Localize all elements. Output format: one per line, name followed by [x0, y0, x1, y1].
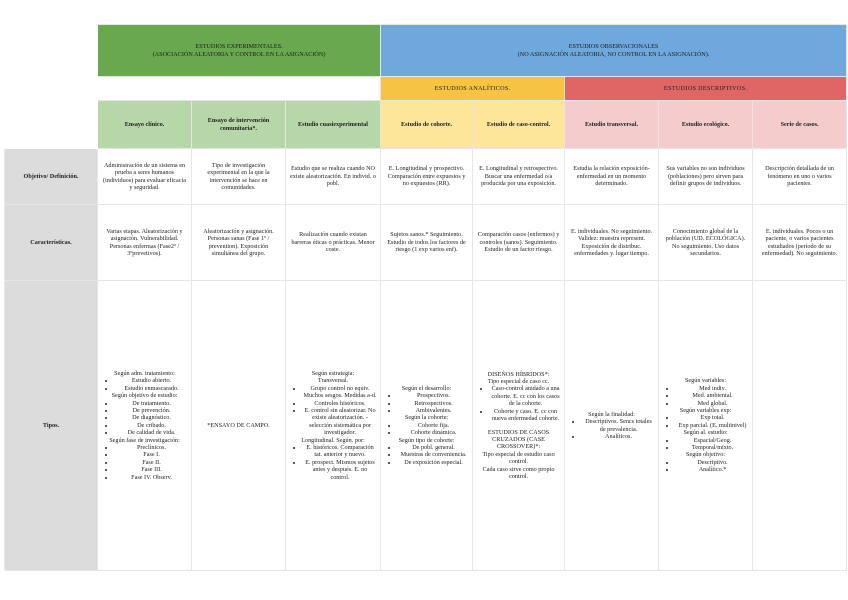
- list-item: • Estudio abierto.: [115, 377, 188, 384]
- header-observacional-subtitle: (NO ASIGNACIÓN ALEATORIA, NO CONTROL EN LA ASIGNACIÓN).: [517, 50, 710, 58]
- group-subtitle: Tipo especial de estudio caso control.: [482, 450, 555, 466]
- list-item: • De exposición especial.: [398, 459, 469, 466]
- group-title: Según la finalidad:: [588, 410, 635, 418]
- col-ensayo-clinico: Ensayo clínico.: [98, 101, 192, 149]
- list: [662, 459, 749, 474]
- group-title: Según objetivo de estudio:: [111, 392, 178, 400]
- caracteristicas-cell: Realización cuando existan barreras éticas o prácticas. Menor coste.: [286, 205, 381, 281]
- list-item: • Muestras de conveniencia.: [398, 451, 469, 458]
- corner-cell-2: [5, 77, 98, 101]
- list-item: • Fase II.: [115, 459, 188, 466]
- list-item: • Ambivalentes.: [398, 407, 469, 414]
- list-item: • Grupo control no equiv. Muchos sesgos. Medidas a-d.: [303, 385, 377, 400]
- list-item: • Caso-control anidado a una cohorte. E. cc con los casos de la cohorte.: [490, 385, 561, 407]
- group-subtitle: Cada caso sirve como propio control.: [482, 465, 555, 480]
- header-experimental: [98, 25, 381, 77]
- header-analiticos: ESTUDIOS ANALÍTICOS.: [381, 77, 565, 101]
- list: [384, 444, 469, 466]
- list-item: • De pobl. general.: [398, 444, 469, 451]
- list-item: • Cohorte fija.: [398, 422, 469, 429]
- group-title: Según el desarrollo:: [401, 384, 452, 392]
- col-caso-control: Estudio de caso-control.: [473, 101, 565, 149]
- list: [101, 444, 188, 481]
- list-item: • Controles históricos.: [303, 400, 377, 407]
- col-transversal: Estudio transversal.: [565, 101, 659, 149]
- caracteristicas-cell: Sujetos sanos.* Seguimiento. Estudio de todos los factores de riesgo (1 exp varios enf).: [381, 205, 473, 281]
- list-item: • De calidad de vida.: [115, 429, 188, 436]
- list-item: • Med. ambiental.: [676, 392, 749, 399]
- objetivo-cell: Estudia la relación exposición-enfermedad en un momento determinado.: [565, 149, 659, 205]
- group-subtitle: Longitudinal. Según. por:: [301, 436, 365, 444]
- list-item: • E. históricos. Comparación tat. anterior y nuevo.: [303, 444, 377, 459]
- tipos-ensayo-clinico: [98, 281, 192, 571]
- group-title: Según estrategia:: [311, 369, 355, 377]
- group-title: ESTUDIOS DE CASOS CRUZADOS (CASE CROSSOVER)*:: [487, 428, 550, 451]
- group-title: Según fase de investigación:: [109, 436, 180, 444]
- tipos-ecologico: [659, 281, 753, 571]
- list-item: • E. control sin aleatorizar. No existe aleatorización. -selección sistemática por investigador.: [303, 407, 377, 437]
- list: [384, 392, 469, 414]
- header-experimental-subtitle: (ASOCIACIÓN ALEATORIA Y CONTROL EN LA ASIGNACIÓN): [152, 50, 326, 58]
- corner-cell-3: [5, 101, 98, 149]
- list-item: • Exp parcial. (E. multinivel): [676, 422, 749, 429]
- group-subtitle: Transversal.: [317, 377, 349, 385]
- list-item: • Estudio enmascarado.: [115, 385, 188, 392]
- header-observacional-title: ESTUDIOS OBSERVACIONALES: [568, 43, 659, 51]
- list: [289, 444, 377, 481]
- col-cohorte: Estudio de cohorte.: [381, 101, 473, 149]
- caracteristicas-cell: Varias etapas. Aleatorización y asignación. Vulnerabilidad. Personas enfermas (Fase2º / 3ºprevetivos).: [98, 205, 192, 281]
- list-item: • De tratamiento.: [115, 400, 188, 407]
- list-item: • Temporal/mixto.: [676, 444, 749, 451]
- col-serie-casos: Serie de casos.: [753, 101, 847, 149]
- tipos-intervencion: [192, 281, 286, 571]
- list-item: • E. prospect. Mismos sujetos antes y después. E. no control.: [303, 459, 377, 481]
- header-experimental-title: ESTUDIOS EXPERIMENTALES.: [195, 43, 283, 51]
- list: [568, 418, 655, 440]
- objetivo-cell: Descripción detallada de un fenómeno en uno o varios pacientes.: [753, 149, 847, 205]
- list: [101, 400, 188, 437]
- objetivo-cell: Sus variables no son individuos (poblaciones) pero sirven para definir grupos de individuos.: [659, 149, 753, 205]
- list-item: • Analíticos.: [582, 433, 655, 440]
- list-item: • Analítico.*: [676, 466, 749, 473]
- study-types-table: [4, 24, 847, 571]
- list-item: • Descriptivo.: [676, 459, 749, 466]
- row-head-objetivo: Objetivo/ Definición.: [5, 149, 98, 205]
- list: [101, 377, 188, 392]
- tipos-cohorte: [381, 281, 473, 571]
- ensayo-campo-text: *ENSAYO DE CAMPO.: [207, 421, 270, 429]
- caracteristicas-cell: E. individuales. Pocos o un paciente, o varios pacientes estudiados (período de su enfermedad). No seguimiento.: [753, 205, 847, 281]
- tipos-serie-casos: [753, 281, 847, 571]
- list-item: • Fase III.: [115, 466, 188, 473]
- list: [662, 414, 749, 429]
- objetivo-cell: Estudio que se realiza cuando NO existe aleatorización. En individ. o pobl.: [286, 149, 381, 205]
- list-item: • Med indiv.: [676, 385, 749, 392]
- caracteristicas-cell: Conocimiento global de la población (UD. ECOLÓGICA). No seguimiento. Uso datos secundarios.: [659, 205, 753, 281]
- list-item: • Cohorte dinámica.: [398, 429, 469, 436]
- objetivo-cell: Administración de un sistema en prueba a seres humanos (individuos) para evaluar eficacia y seguridad.: [98, 149, 192, 205]
- group-title: Según adm. tratamiento:: [114, 369, 175, 377]
- list-item: • Retrospectivos.: [398, 400, 469, 407]
- objetivo-cell: Tipo de investigación experimental en la que la intervención se hace en comunidades.: [192, 149, 286, 205]
- list: [662, 437, 749, 452]
- group-title: Según variables:: [684, 377, 727, 385]
- list: [384, 422, 469, 437]
- list-item: • De prevención.: [115, 407, 188, 414]
- list-item: • Fase IV. Observ.: [115, 474, 188, 481]
- list-item: • Exp total.: [676, 414, 749, 421]
- list-item: • Med global.: [676, 400, 749, 407]
- list-item: • De diagnóstico.: [115, 414, 188, 421]
- group-title: Según al. estudio:: [683, 429, 728, 437]
- caracteristicas-cell: E. individuales. No seguimiento. Validez: muestra represent. Exposición de distribuc. enfermedades y. lugar tiempo.: [565, 205, 659, 281]
- list-item: • Fase I.: [115, 451, 188, 458]
- group-title: Según tipo de cohorte:: [398, 436, 455, 444]
- header-observacional: [381, 25, 847, 77]
- col-intervencion-comunitaria: Ensayo de intervención comunitaria*.: [192, 101, 286, 149]
- list: [289, 385, 377, 437]
- list: [476, 385, 561, 422]
- row-head-caracteristicas: Características.: [5, 205, 98, 281]
- tipos-cuasi: [286, 281, 381, 571]
- list-item: • De cribado.: [115, 422, 188, 429]
- group-title: Según variables exp:: [679, 406, 732, 414]
- list: [662, 385, 749, 407]
- col-ecologico: Estudio ecológico.: [659, 101, 753, 149]
- list-item: • Descriptivos. Sencs totales de prevalencia.: [582, 418, 655, 433]
- group-title: Según la cohorte:: [404, 414, 449, 422]
- caracteristicas-cell: Comparación casos (enfermos) y controles (sanos). Seguimiento. Estudio de un factor riesgo.: [473, 205, 565, 281]
- group-title: Según objetivo:: [686, 451, 726, 459]
- corner-cell: [5, 25, 98, 77]
- row-head-tipos: Tipos.: [5, 281, 98, 571]
- group-title: DISEÑOS HÍBRIDOS*:: [487, 370, 550, 378]
- objetivo-cell: E. Longitudinal y retrospectivo. Buscar una enfermedad o/a producida por una exposición.: [473, 149, 565, 205]
- col-cuasiexperimental: Estudio cuasiexperimental: [286, 101, 381, 149]
- list-item: • Cohorte y caso. E. cc con nueva enfermedad cohorte.: [490, 408, 561, 423]
- group-subtitle: Tipo especial de caso cc.: [487, 378, 550, 386]
- experimental-spacer: [98, 77, 381, 101]
- list-item: • Preclínicos.: [115, 444, 188, 451]
- caracteristicas-cell: Aleatorización y asignación. Personas sanas (Fase 1º / prevention). Exposición simultánea del grupo.: [192, 205, 286, 281]
- tipos-transversal: [565, 281, 659, 571]
- objetivo-cell: E. Longitudinal y prospectivo. Comparación entre expuestos y no expuestos (RR).: [381, 149, 473, 205]
- list-item: • Prospectivos.: [398, 392, 469, 399]
- tipos-caso-control: [473, 281, 565, 571]
- list-item: • Espacial/Geog.: [676, 437, 749, 444]
- header-descriptivos: ESTUDIOS DESCRIPTIVOS.: [565, 77, 847, 101]
